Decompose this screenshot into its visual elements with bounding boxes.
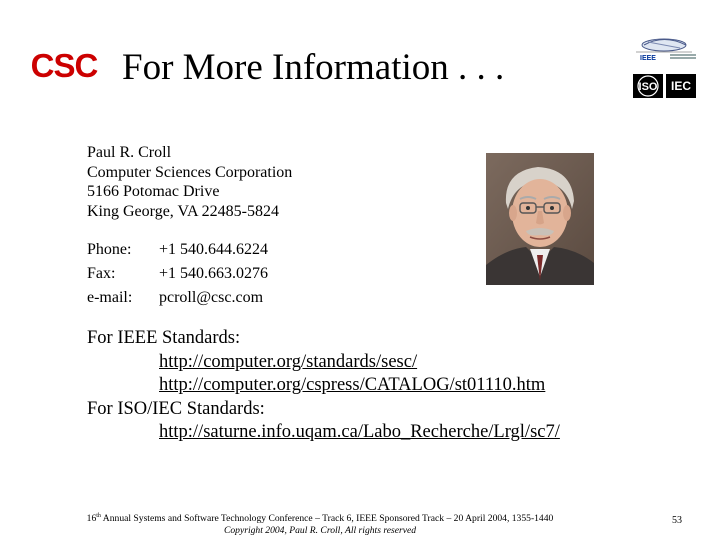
iso-iec-sc7-link[interactable]: http://saturne.info.uqam.ca/Labo_Recherche/Lrgl/sc7/	[159, 422, 560, 442]
slide-footer	[40, 510, 600, 537]
logo-text: CSC	[30, 48, 98, 82]
fax-value: +1 540.663.0276	[159, 265, 269, 282]
iso-text: ISO	[638, 81, 658, 93]
portrait-photo	[486, 153, 594, 285]
ieee-heading: For IEEE Standards:	[87, 328, 241, 348]
company-name: Computer Sciences Corporation	[87, 163, 293, 181]
ieee-text: IEEE	[640, 55, 656, 62]
conference-ordinal: 16	[86, 513, 97, 525]
contact-details	[87, 238, 268, 310]
standards-logos	[630, 36, 700, 100]
city-state-zip: King George, VA 22485-5824	[87, 202, 279, 220]
page-number: 53	[672, 515, 682, 526]
slide-title: For More Information . . .	[122, 47, 505, 88]
street-address: 5166 Potomac Drive	[87, 183, 220, 200]
ieee-catalog-link[interactable]: http://computer.org/cspress/CATALOG/st01110.htm	[159, 375, 546, 395]
ieee-sesc-link[interactable]: http://computer.org/standards/sesc/	[159, 351, 418, 372]
conference-text: Annual Systems and Software Technology Conference – Track 6, IEEE Sponsored Track – 20 April 2004, 1355-1440	[100, 513, 554, 525]
address-block	[87, 143, 292, 221]
fax-row	[87, 262, 268, 286]
contact-name: Paul R. Croll	[87, 144, 172, 161]
ieee-globe-icon	[636, 39, 692, 52]
email-label: e-mail:	[87, 289, 133, 306]
copyright-line: Copyright 2004, Paul R. Croll, All rights reserved	[223, 525, 417, 537]
phone-value: +1 540.644.6224	[159, 241, 269, 258]
conference-ordinal-suffix: th	[96, 513, 101, 519]
standards-links	[87, 327, 560, 445]
fax-label: Fax:	[87, 265, 116, 282]
phone-label: Phone:	[87, 241, 132, 258]
iso-iec-heading: For ISO/IEC Standards:	[87, 398, 265, 419]
conference-line	[40, 510, 600, 525]
email-value: pcroll@csc.com	[159, 289, 264, 306]
csc-logo	[27, 48, 101, 82]
email-row	[87, 286, 268, 310]
iec-text: IEC	[670, 79, 692, 93]
phone-row	[87, 238, 268, 262]
